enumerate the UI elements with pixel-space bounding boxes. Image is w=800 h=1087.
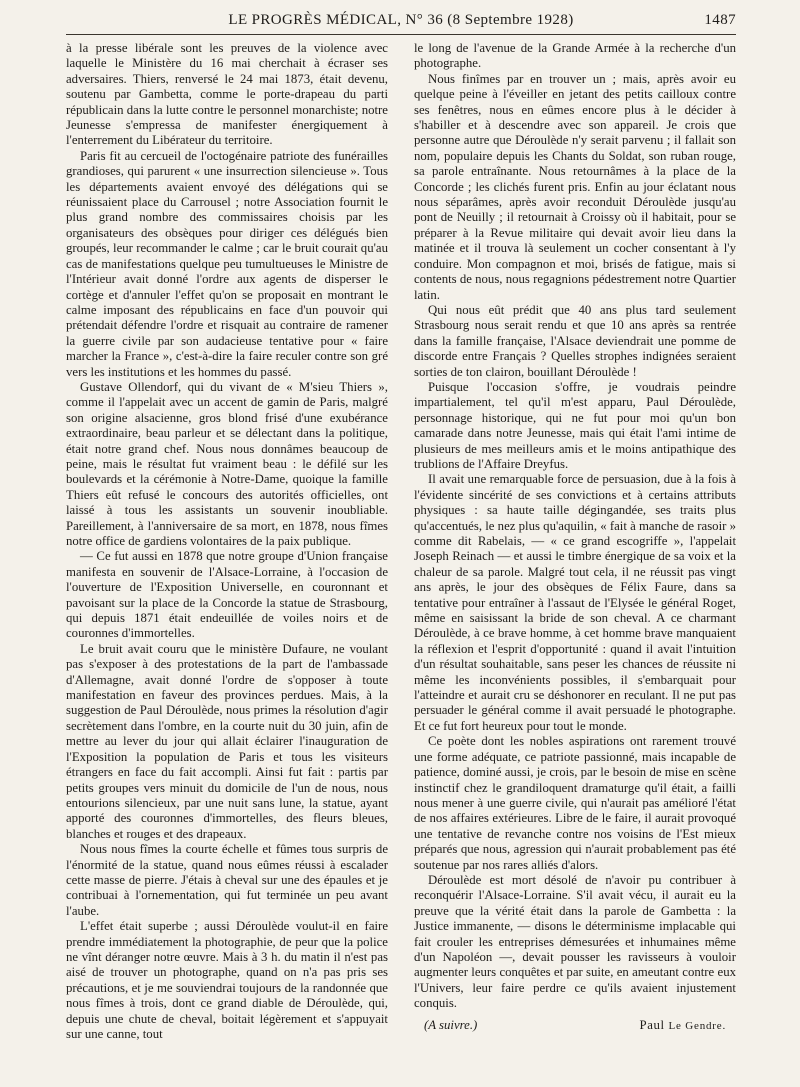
paragraph: à la presse libérale sont les preuves de la violence avec laquelle le Ministère du 16 mai cherchait à écraser ses adversaires. Thiers, renversé le 24 mai 1873, était devenu, soutenu par Gambetta, comme le porte-drapeau du parti républicain dans la lutte contre le personnel monarchiste; notre Jeunesse s'empressa de manifester énergiquement à l'enterrement du Libérateur du territoire. (66, 41, 388, 148)
author-first-name: Paul (639, 1017, 665, 1032)
paragraph: Ce poète dont les nobles aspirations ont rarement trouvé une forme adéquate, ce patriote passionné, mais incapable de patience, dominé aussi, je crois, par le besoin de mise en scène instinctif chez le grandiloquent dramaturge qu'il était, a failli nous mener à une guerre civile, qui n'aurait pas amélioré l'état de nos affaires extérieures. Libre de le faire, il aurait provoqué une tentative de revanche contre nos voisins de l'Est mieux préparés que nous, agression qui n'aurait probablement pas été soutenue par nos rares alliés d'alors. (414, 734, 736, 872)
paragraph: Paris fit au cercueil de l'octogénaire patriote des funérailles grandioses, qui parurent « une insurrection silencieuse ». Tous les départements avaient envoyé des délégations qui se réunissaient place du Carrousel ; notre Association fournit le plus grand nombre des commissaires choisis par les organisateurs des obsèques pour diriger ces délégués bien groupés, leur recommander le calme ; car le bruit courait qu'au cas de manifestations quelque peu tumultueuses le Ministre de l'Intérieur avait donné l'ordre aux agents de disperser le cortège et d'annuler l'effet qu'on se proposait en montrant le calme imposant des républicains en face d'un pouvoir qui prétendait défendre l'ordre et risquait au contraire de ramener la guerre civile par son audacieuse tentative pour « faire marcher la France », c'est-à-dire la faire reculer contre son gré vers les institutions et les hommes du passé. (66, 148, 388, 379)
paragraph: Qui nous eût prédit que 40 ans plus tard seulement Strasbourg nous serait rendu et que 10 ans après sa rentrée dans la famille française, l'Alsace deviendrait une pomme de discorde entre Français ? Quelles strophes indignées seraient sorties de ton clairon, bouillant Déroulède ! (414, 302, 736, 379)
paragraph: Déroulède est mort désolé de n'avoir pu contribuer à reconquérir l'Alsace-Lorraine. S'il avait vécu, il aurait eu la preuve que la vérité était dans la parole de Gambetta : la Justice immanente, — disons le déterminisme implacable qui fait crouler les entreprises démesurées et inhumaines même d'un Napoléon —, devait pousser les ravisseurs à vouloir augmenter leurs conquêtes et par suite, en ameutant contre eux l'Univers, leur faire perdre ce qu'ils avaient injustement conquis. (414, 872, 736, 1011)
page-number: 1487 (704, 12, 736, 28)
paragraph: Le bruit avait couru que le ministère Dufaure, ne voulant pas s'exposer à des protestations de la part de l'ambassade d'Allemagne, avait donné l'ordre de s'opposer à toute manifestation en faveur des provinces perdues. Mais, à la suggestion de Paul Déroulède, nous primes la résolution d'agir secrètement dans l'ombre, en la courte nuit du 30 juin, afin de mettre au lever du jour qui allait éclairer l'inauguration de l'Exposition la population de Paris et tous les visiteurs étrangers en face du fait accompli. Ainsi fut fait : partis par petits groupes vers minuit du domicile de l'un de nous, nous entourions silencieux, par une nuit sans lune, la statue, ayant apporté des couronnes d'immortelles, des fleurs bleues, blanches et rouges et des drapeaux. (66, 641, 388, 841)
author-surname: Le Gendre. (668, 1019, 726, 1032)
paragraph: Puisque l'occasion s'offre, je voudrais peindre impartialement, tel qu'il m'est apparu, Paul Déroulède, personnage historique, qui ne fut pour moi qu'un bon camarade dans notre Jeunesse, mais qui était l'ami intime de plusieurs de mes meilleurs amis et le moins antipathique des trublions de l'Affaire Dreyfus. (414, 379, 736, 471)
paragraph: Gustave Ollendorf, qui du vivant de « M'sieu Thiers », comme il l'appelait avec un accent de gamin de Paris, malgré son origine alsacienne, gros blond frisé d'une exubérance extraordinaire, beau parleur et se délectant dans la politique, était notre grand chef. Nous nous donnâmes beaucoup de peine, mais le résultat fut vraiment beau : le défilé sur les boulevards et la cérémonie à Notre-Dame, quoique la famille Thiers eût refusé le concours des autorités officielles, ont laissé à tous les assistants un souvenir inoubliable. Pareillement, à l'anniversaire de sa mort, en 1878, nous fîmes notre office de gardiens volontaires de la paix publique. (66, 379, 388, 548)
paragraph: Nous nous fîmes la courte échelle et fûmes tous surpris de l'énormité de la statue, quand nous eûmes réussi à escalader cette masse de pierre. J'étais à cheval sur une des épaules et je contribuai à l'ornementation, qui fut terminée un peu avant l'aube. (66, 842, 388, 918)
page-header (66, 8, 736, 35)
right-column (414, 41, 736, 1042)
paragraph: le long de l'avenue de la Grande Armée à la recherche d'un photographe. (414, 41, 736, 71)
article-columns (66, 41, 736, 1042)
paragraph: Il avait une remarquable force de persuasion, due à la fois à l'évidente sincérité de ses convictions et à certains attributs physiques : sa haute taille dégingandée, ses traits plus qu'accentués, le nez plus qu'aquilin, « fait à manche de rasoir » comme dit Rabelais, — « ce grand escogriffe », l'appelait Joseph Reinach — et aussi le timbre énergique de sa voix et la chaleur de sa parole. Malgré tout cela, il ne réussit pas vingt ans après, le jour des obsèques de Félix Faure, dans sa tentative pour entraîner à l'assaut de l'Elysée le général Roget, même en saisissant la bride de son cheval. A ce charmant Déroulède, à ce brave homme, à cet homme brave manquaient la réflexion et l'esprit d'opportunité : quand il avait l'intuition d'un résultat souhaitable, sans peser les chances de réussite ni même les inconvénients possibles, il s'embarquait pour l'atteindre et aurait cru se déshonorer en reculant. Il ne put pas persuader le général comme il avait persuadé le photographe. Et ce fut fort heureux pour tout le monde. (414, 472, 736, 733)
continued-note: (A suivre.) (424, 1017, 478, 1032)
journal-title: LE PROGRÈS MÉDICAL, N° 36 (8 Septembre 1928) (228, 12, 574, 28)
left-column (66, 41, 388, 1042)
paragraph: Nous finîmes par en trouver un ; mais, après avoir eu quelque peine à l'éveiller en jetant des petits cailloux contre ses fenêtres, nous en eûmes encore plus à le décider à s'habiller et à descendre avec son appareil. Je crois que personne autre que Déroulède n'y serait parvenu ; il fallait son nom, populaire depuis les Chants du Soldat, son ruban rouge, sa parole entraînante. Nous retournâmes à la place de la Concorde ; les clichés furent pris. Enfin au jour éclatant nous nous séparâmes, après avoir reconduit Déroulède jusqu'au pont de Neuilly ; il retournait à Croissy où il habitait, pour se préparer à la Revue militaire qui devait avoir lieu dans la matinée et il trouva là seulement un cocher consentant à l'y conduire. Mon compagnon et moi, brisés de fatigue, mais si contents de nous, nous regagnions pédestrement notre Quartier latin. (414, 71, 736, 302)
paragraph: — Ce fut aussi en 1878 que notre groupe d'Union française manifesta en souvenir de l'Alsace-Lorraine, à l'occasion de l'ouverture de l'Exposition Universelle, en couronnant et pavoisant sur la place de la Concorde la statue de Strasbourg, qui depuis 1871 était endeuillée de voiles noirs et de couronnes d'immortelles. (66, 549, 388, 641)
article-signature (414, 1018, 736, 1034)
author-name (640, 1018, 726, 1034)
paragraph: L'effet était superbe ; aussi Déroulède voulut-il en faire prendre immédiatement la photographie, de peur que la police ne vînt déranger notre œuvre. Mais à 3 h. du matin il n'est pas aisé de trouver un photographe, quand on n'a pas pris ses précautions, et je me souviendrai toujours de la randonnée que nous fîmes à trois, dont ce grand diable de Déroulède, qui, depuis une chute de cheval, boitait légèrement et s'appuyait sur une canne, tout (66, 919, 388, 1041)
